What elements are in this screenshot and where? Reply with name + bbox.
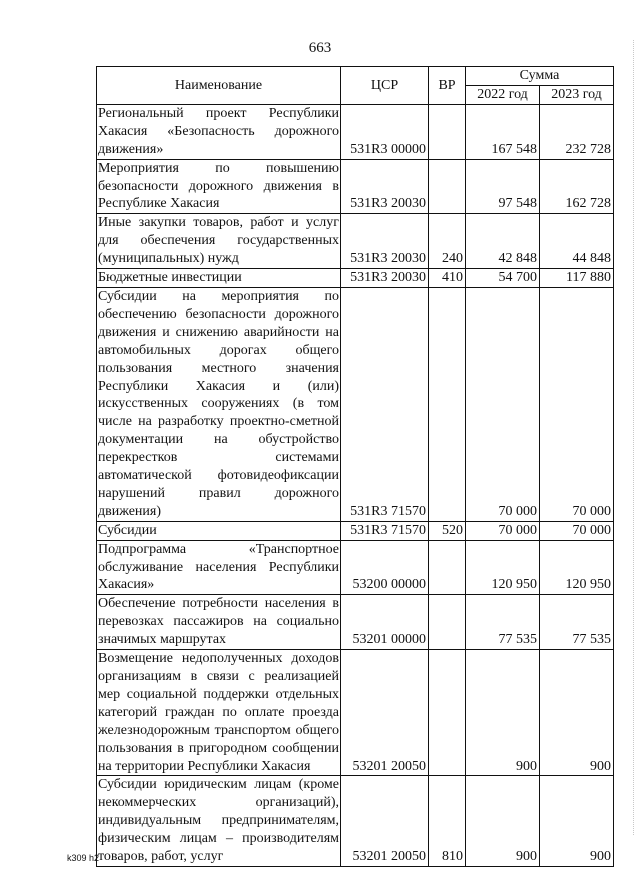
row-name-cell: Возмещение недополученных доходов организациям в связи с реализацией мер социальной поддержки отдельных категорий граждан по оплате проезда железнодорожным транспортом общего пользования в пригородном сообщении на территории Республики Хакасия	[97, 650, 341, 776]
row-csr-cell: 531R3 20030	[341, 269, 429, 288]
table-row	[97, 595, 614, 650]
row-csr-cell: 531R3 71570	[341, 521, 429, 540]
page-number: 663	[308, 40, 332, 56]
table-row	[97, 521, 614, 540]
row-csr-cell: 531R3 20030	[341, 214, 429, 269]
row-csr-cell: 53201 20050	[341, 650, 429, 776]
row-2022-cell: 42 848	[466, 214, 540, 269]
row-2022-cell: 900	[466, 650, 540, 776]
row-2023-cell: 162 728	[540, 159, 614, 214]
row-name-cell: Субсидии	[97, 521, 341, 540]
row-vr-cell	[429, 540, 466, 595]
row-name-cell: Региональный проект Республики Хакасия «Безопасность дорожного движения»	[97, 104, 341, 159]
row-csr-cell: 53200 00000	[341, 540, 429, 595]
row-vr-cell	[429, 595, 466, 650]
table-row	[97, 214, 614, 269]
row-2022-cell: 120 950	[466, 540, 540, 595]
header-name: Наименование	[97, 67, 341, 105]
row-2022-cell: 167 548	[466, 104, 540, 159]
row-2023-cell: 70 000	[540, 287, 614, 521]
row-2023-cell: 70 000	[540, 521, 614, 540]
row-vr-cell	[429, 650, 466, 776]
row-2023-cell: 232 728	[540, 104, 614, 159]
header-year-2023: 2023 год	[540, 86, 614, 105]
table-row	[97, 159, 614, 214]
row-2023-cell: 900	[540, 650, 614, 776]
row-vr-cell	[429, 159, 466, 214]
row-2022-cell: 97 548	[466, 159, 540, 214]
table-row	[97, 650, 614, 776]
row-2023-cell: 44 848	[540, 214, 614, 269]
row-csr-cell: 531R3 00000	[341, 104, 429, 159]
footer-code: k309 h2	[67, 853, 100, 863]
header-csr: ЦСР	[341, 67, 429, 105]
row-2022-cell: 77 535	[466, 595, 540, 650]
budget-table	[96, 66, 614, 867]
row-csr-cell: 53201 00000	[341, 595, 429, 650]
table-row	[97, 269, 614, 288]
header-vr: ВР	[429, 67, 466, 105]
header-year-2022: 2022 год	[466, 86, 540, 105]
row-vr-cell	[429, 104, 466, 159]
row-vr-cell: 520	[429, 521, 466, 540]
row-2022-cell: 900	[466, 776, 540, 867]
row-name-cell: Субсидии на мероприятия по обеспечению безопасности дорожного движения и снижению аварийности на автомобильных дорогах общего пользования местного значения Республики Хакасия и (или) искусственных сооружениях (в том числе на разработку проектно-сметной документации на обустройство перекрестков системами автоматической фотовидеофиксации нарушений правил дорожного движения)	[97, 287, 341, 521]
row-vr-cell: 810	[429, 776, 466, 867]
row-name-cell: Подпрограмма «Транспортное обслуживание населения Республики Хакасия»	[97, 540, 341, 595]
row-name-cell: Мероприятия по повышению безопасности дорожного движения в Республике Хакасия	[97, 159, 341, 214]
scan-edge-line	[632, 40, 634, 835]
row-2022-cell: 70 000	[466, 521, 540, 540]
row-name-cell: Субсидии юридическим лицам (кроме некоммерческих организаций), индивидуальным предпринимателям, физическим лицам – производителям товаров, работ, услуг	[97, 776, 341, 867]
row-vr-cell: 410	[429, 269, 466, 288]
row-2023-cell: 120 950	[540, 540, 614, 595]
header-sum: Сумма	[466, 67, 614, 86]
row-name-cell: Обеспечение потребности населения в перевозках пассажиров на социально значимых маршрутах	[97, 595, 341, 650]
row-2023-cell: 117 880	[540, 269, 614, 288]
table-row	[97, 540, 614, 595]
row-2022-cell: 70 000	[466, 287, 540, 521]
row-vr-cell	[429, 287, 466, 521]
row-name-cell: Иные закупки товаров, работ и услуг для обеспечения государственных (муниципальных) нужд	[97, 214, 341, 269]
row-csr-cell: 531R3 20030	[341, 159, 429, 214]
row-name-cell: Бюджетные инвестиции	[97, 269, 341, 288]
table-row	[97, 776, 614, 867]
row-2023-cell: 77 535	[540, 595, 614, 650]
row-vr-cell: 240	[429, 214, 466, 269]
row-2022-cell: 54 700	[466, 269, 540, 288]
table-row	[97, 104, 614, 159]
row-csr-cell: 53201 20050	[341, 776, 429, 867]
table-row	[97, 287, 614, 521]
table-body	[97, 104, 614, 866]
row-2023-cell: 900	[540, 776, 614, 867]
row-csr-cell: 531R3 71570	[341, 287, 429, 521]
